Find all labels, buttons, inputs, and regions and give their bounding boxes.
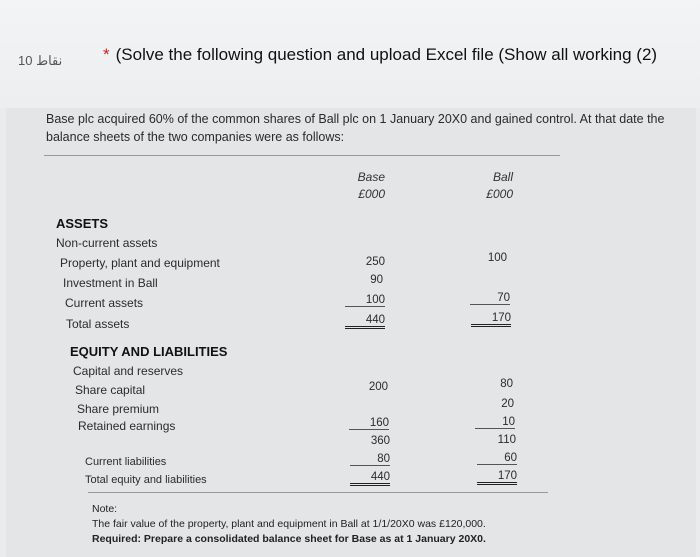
base-total: 440 xyxy=(345,314,385,329)
ball-subtotal: 110 xyxy=(497,434,516,446)
ball-value: 10 xyxy=(475,416,515,429)
assets-title: ASSETS xyxy=(56,216,109,231)
base-value: 100 xyxy=(345,294,385,307)
base-value: 160 xyxy=(349,417,389,430)
ball-value: 20 xyxy=(501,398,514,410)
base-value: 200 xyxy=(368,381,388,393)
equity-title: EQUITY AND LIABILITIES xyxy=(70,344,228,359)
base-value: 250 xyxy=(365,256,385,268)
row-label: Retained earnings xyxy=(78,419,176,433)
col-base-unit: £000 xyxy=(358,187,385,201)
col-ball-name: Ball xyxy=(492,170,513,184)
bottom-rule xyxy=(88,492,548,493)
base-value: 80 xyxy=(350,453,390,466)
row-label: Non-current assets xyxy=(56,236,158,250)
top-rule xyxy=(44,155,560,156)
row-label: Share capital xyxy=(75,383,146,397)
base-subtotal: 360 xyxy=(370,435,390,447)
col-ball-unit: £000 xyxy=(486,187,513,201)
ball-value: 60 xyxy=(477,452,517,465)
base-value: 90 xyxy=(370,274,383,286)
question-title xyxy=(103,45,657,65)
required-star: * xyxy=(103,45,110,64)
required-line: Required: Prepare a consolidated balance sheet for Base as at 1 January 20X0. xyxy=(92,533,486,545)
note-line: The fair value of the property, plant and equipment in Ball at 1/1/20X0 was £120,000. xyxy=(92,518,486,530)
note-title: Note: xyxy=(92,503,118,515)
points-label: 10 نقاط xyxy=(18,53,63,68)
row-label: Current liabilities xyxy=(85,456,167,468)
row-label: Current assets xyxy=(65,296,144,310)
question-header xyxy=(0,0,700,108)
row-label: Property, plant and equipment xyxy=(60,256,220,270)
row-label: Share premium xyxy=(77,402,160,416)
row-label: Total assets xyxy=(66,317,130,331)
base-total: 440 xyxy=(350,471,390,486)
ball-value: 100 xyxy=(487,252,507,264)
row-label: Capital and reserves xyxy=(73,364,184,378)
ball-total: 170 xyxy=(471,312,511,327)
row-label: Total equity and liabilities xyxy=(85,474,207,486)
intro-paragraph: Base plc acquired 60% of the common shares of Ball plc on 1 January 20X0 and gained control. At that date the balance sheets of the two companies were as follows: xyxy=(46,112,665,144)
ball-value: 70 xyxy=(470,292,510,305)
col-base-name: Base xyxy=(357,170,385,184)
ball-value: 80 xyxy=(500,378,513,390)
row-label: Investment in Ball xyxy=(63,276,158,290)
question-text: (Solve the following question and upload Excel file (Show all working (2) xyxy=(115,45,658,64)
ball-total: 170 xyxy=(477,470,517,485)
